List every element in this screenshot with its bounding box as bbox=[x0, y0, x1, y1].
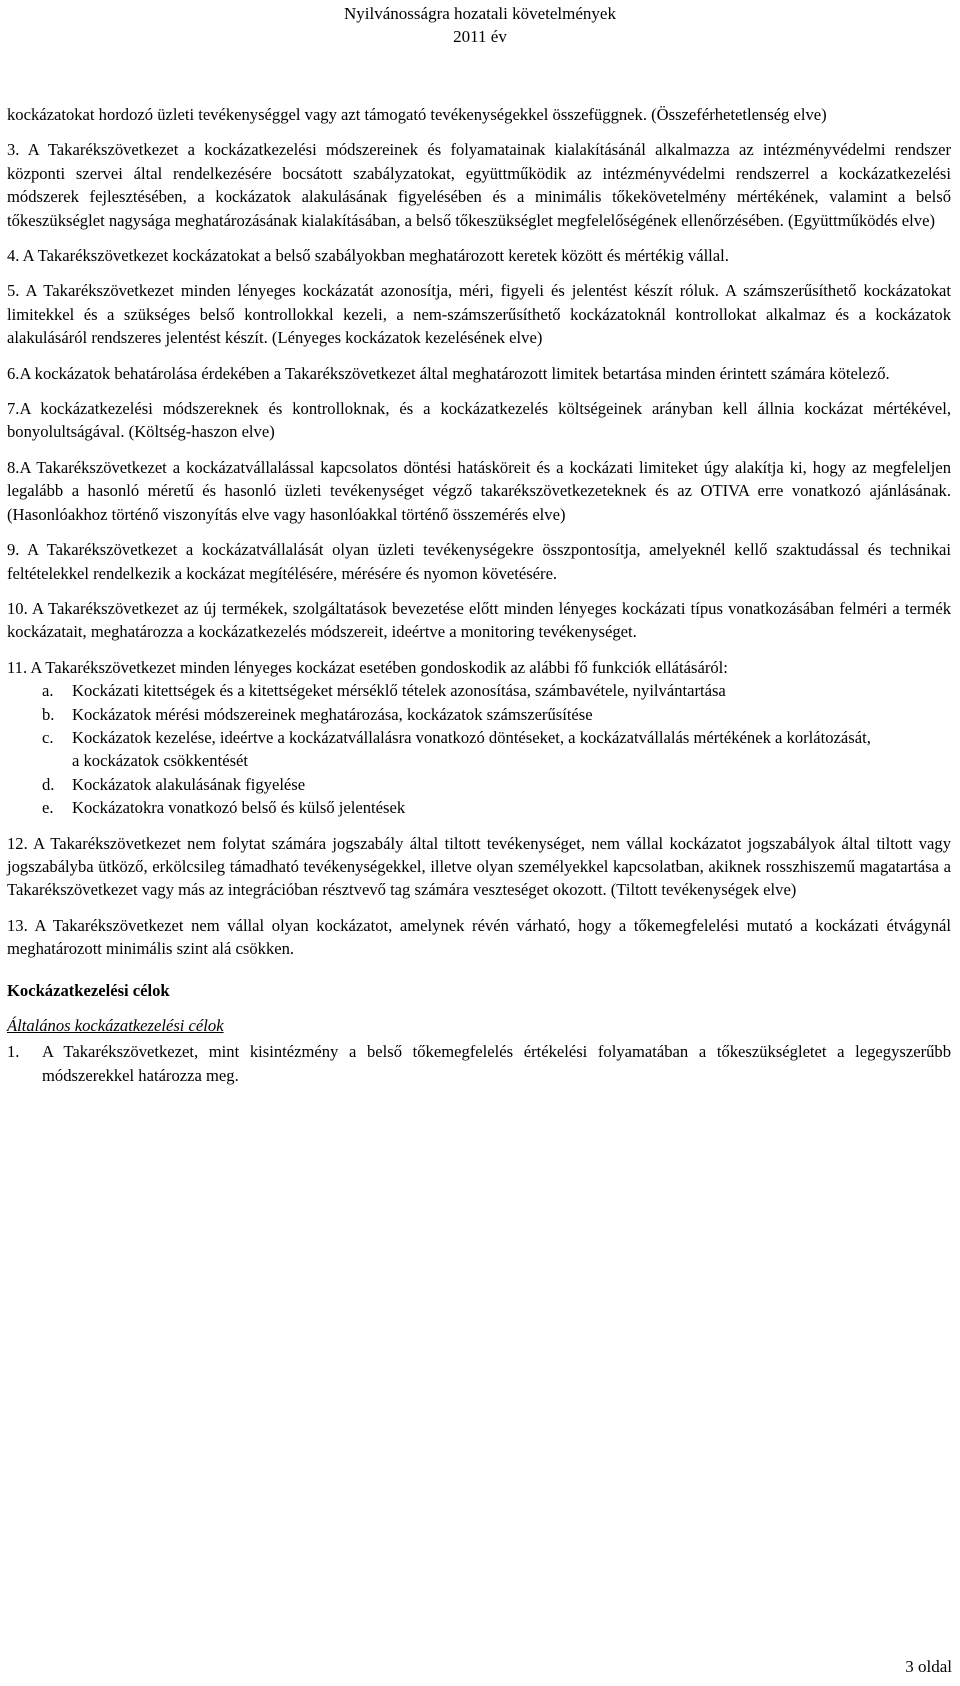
paragraph-12: 12. A Takarékszövetkezet nem folytat számára jogszabály által tiltott tevékenységet, nem vállal kockázatot jogszabályok által tiltott vagy jogszabályba ütköző, erkölcsileg támadható tevékenységekkel, illetve olyan személyekkel kapcsolatban, akiknek rosszhiszemű magatartása a Takarékszövetkezet vagy más az integrációban résztvevő tag számára veszteséget okozott. (Tiltott tevékenységek elve) bbox=[7, 833, 951, 900]
list-item-text: Kockázatok alakulásának figyelése bbox=[72, 774, 306, 794]
list-item bbox=[7, 679, 951, 702]
section-heading: Kockázatkezelési célok bbox=[7, 980, 170, 1000]
goal-item-label: 1. bbox=[7, 1042, 20, 1062]
paragraph-5: 5. A Takarékszövetkezet minden lényeges kockázatát azonosítja, méri, figyeli és jelentést készít róluk. A számszerűsíthető kockázatokat limitekkel és a szükséges belső kontrollokkal kezeli, a nem-számszerűsíthető kockázatoknál kontrollokat alkalmaz és a kockázatok alakulásáról rendszeres jelentést készít. (Lényeges kockázatok kezelésének elve) bbox=[7, 281, 951, 348]
list-item bbox=[7, 726, 951, 773]
paragraph-13: 13. A Takarékszövetkezet nem vállal olyan kockázatot, amelynek révén várható, hogy a tőkemegfelelési mutató a kockázati étvágynál meghatározott minimális szint alá csökken. bbox=[7, 915, 951, 959]
list-item-text: Kockázatokra vonatkozó belső és külső jelentések bbox=[72, 798, 406, 818]
list-item-label: c. bbox=[42, 727, 54, 747]
list-item-label: e. bbox=[42, 798, 54, 818]
list-item bbox=[7, 703, 951, 726]
goal-item bbox=[7, 1040, 951, 1087]
section-subheading: Általános kockázatkezelési célok bbox=[7, 1016, 224, 1035]
list-item-label: b. bbox=[42, 704, 55, 724]
list-item-text: Kockázatok kezelése, ideértve a kockázatvállalásra vonatkozó döntéseket, a kockázatvállalás mértékének a korlátozását, a kockázatok csökkentését bbox=[72, 727, 871, 771]
paragraph-3: 3. A Takarékszövetkezet a kockázatkezelési módszereinek és folyamatainak kialakításánál alkalmazza az intézményvédelmi rendszer központi szervei által rendelkezésére bocsátott szabályzatokat, együttműködik az intézményvédelmi rendszerrel a kockázatkezelési módszerek fejlesztésében, a kockázatok alakulásának figyelésében és a minimális tőkekövetelmény mértékének, valamint a belső tőkeszükséglet nagysága meghatározásának kialakításában, a belső tőkeszükséglet megfelelőségének ellenőrzésében. (Együttműködés elve) bbox=[7, 140, 951, 230]
header-title: Nyilvánosságra hozatali követelmények bbox=[344, 4, 616, 23]
header-year: 2011 év bbox=[453, 27, 507, 46]
list-item-label: a. bbox=[42, 681, 54, 701]
document-body bbox=[7, 103, 951, 1087]
list-item bbox=[7, 773, 951, 796]
list-item-text: Kockázati kitettségek és a kitettségeket mérséklő tételek azonosítása, számbavétele, nyilvántartása bbox=[72, 681, 726, 701]
list-item bbox=[7, 796, 951, 819]
paragraph-intro: kockázatokat hordozó üzleti tevékenységgel vagy azt támogató tevékenységekkel összefüggnek. (Összeférhetetlenség elve) bbox=[7, 105, 827, 124]
page-header bbox=[0, 2, 960, 48]
list-item-text: Kockázatok mérési módszereinek meghatározása, kockázatok számszerűsítése bbox=[72, 704, 593, 724]
paragraph-11: 11. A Takarékszövetkezet minden lényeges kockázat esetében gondoskodik az alábbi fő funkciók ellátásáról: bbox=[7, 657, 728, 677]
paragraph-8: 8.A Takarékszövetkezet a kockázatvállalással kapcsolatos döntési hatásköreit és a kockázati limiteket úgy alakítja ki, hogy az megfeleljen legalább a hasonló méretű és hasonló üzleti tevékenységet végző takarékszövetkezeteknek és az OTIVA erre vonatkozó ajánlásának. (Hasonlóakhoz történő viszonyítás elve vagy hasonlóakkal történő összemérés elve) bbox=[7, 457, 951, 524]
paragraph-9: 9. A Takarékszövetkezet a kockázatvállalását olyan üzleti tevékenységekre összpontosítja, amelyeknél kellő szaktudással és technikai feltételekkel rendelkezik a kockázat megítélésére, mérésére és nyomon követésére. bbox=[7, 540, 951, 583]
paragraph-6: 6.A kockázatok behatárolása érdekében a Takarékszövetkezet által meghatározott limitek betartása minden érintett számára kötelező. bbox=[7, 363, 890, 383]
function-list bbox=[7, 679, 951, 819]
paragraph-4: 4. A Takarékszövetkezet kockázatokat a belső szabályokban meghatározott keretek között és mértékig vállal. bbox=[7, 246, 729, 266]
goal-item-text: A Takarékszövetkezet, mint kisintézmény a belső tőkemegfelelés értékelési folyamatában a tőkeszükségletet a legegyszerűbb módszerekkel határozza meg. bbox=[42, 1042, 951, 1085]
paragraph-10: 10. A Takarékszövetkezet az új termékek, szolgáltatások bevezetése előtt minden lényeges kockázati típus vonatkozásában felméri a termék kockázatait, meghatározza a kockázatkezelés módszereit, ideértve a monitoring tevékenységet. bbox=[7, 598, 951, 642]
paragraph-7: 7.A kockázatkezelési módszereknek és kontrolloknak, és a kockázatkezelés költségeinek arányban kell állnia kockázat mértékével, bonyolultságával. (Költség-haszon elve) bbox=[7, 399, 951, 442]
page-number: 3 oldal bbox=[905, 1657, 952, 1676]
list-item-label: d. bbox=[42, 774, 55, 794]
